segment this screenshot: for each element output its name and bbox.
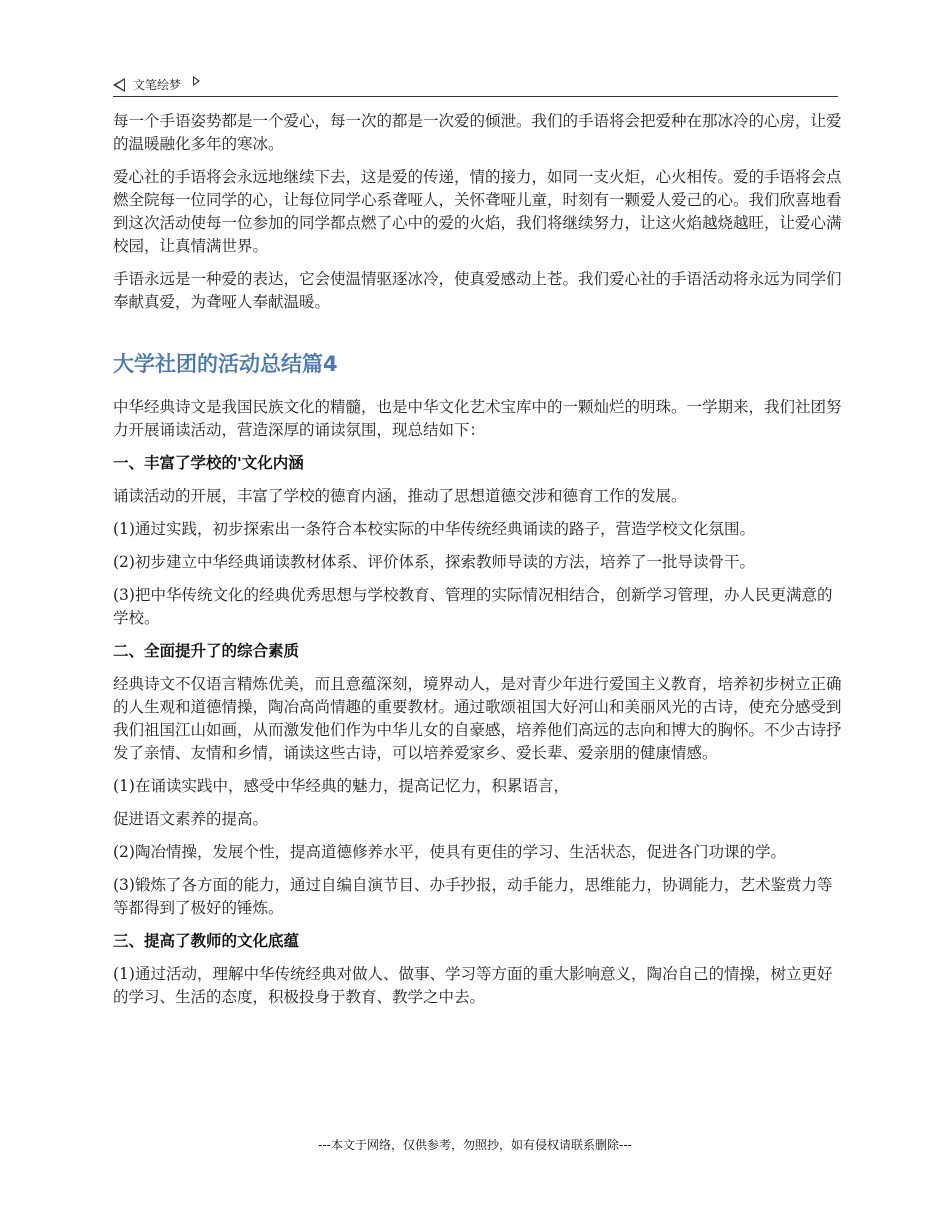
triangle-right-icon xyxy=(193,76,200,86)
paragraph: 手语永远是一种爱的表达，它会使温情驱逐冰冷，使真爱感动上苍。我们爱心社的手语活动将永远为同学们奉献真爱，为聋哑人奉献温暖。 xyxy=(113,270,842,311)
paragraph: (1)通过活动，理解中华传统经典对做人、做事、学习等方面的重大影响意义，陶冶自己的情操，树立更好的学习、生活的态度，积极投身于教育、教学之中去。 xyxy=(113,965,833,1006)
section-title: 大学社团的活动总结篇4 xyxy=(113,352,338,376)
paragraph: (3)把中华传统文化的经典优秀思想与学校教育、管理的实际情况相结合，创新学习管理，办人民更满意的学校。 xyxy=(113,586,833,627)
subheading: 一、丰富了学校的'文化内涵 xyxy=(113,454,304,472)
page-header xyxy=(113,72,838,97)
intro-paragraph: 中华经典诗文是我国民族文化的精髓，也是中华文化艺术宝库中的一颗灿烂的明珠。一学期来，我们社团努力开展诵读活动，营造深厚的诵读氛围，现总结如下： xyxy=(113,398,842,439)
paragraph: (2)陶冶情操，发展个性，提高道德修养水平，使具有更佳的学习、生活状态，促进各门功课的学。 xyxy=(113,843,786,861)
paragraph: (1)在诵读实践中，感受中华经典的魅力，提高记忆力，积累语言， xyxy=(113,777,569,795)
subheading: 二、全面提升了的综合素质 xyxy=(113,642,300,660)
subheading: 三、提高了教师的文化底蕴 xyxy=(113,932,300,950)
paragraph: (2)初步建立中华经典诵读教材体系、评价体系，探索教师导读的方法，培养了一批导读骨干。 xyxy=(113,553,755,571)
paragraph: 促进语文素养的提高。 xyxy=(113,810,269,828)
paragraph: (3)锻炼了各方面的能力，通过自编自演节目、办手抄报，动手能力，思维能力，协调能力，艺术鉴赏力等等都得到了极好的锤炼。 xyxy=(113,876,833,917)
paragraph: 经典诗文不仅语言精炼优美，而且意蕴深刻，境界动人，是对青少年进行爱国主义教育，培养初步树立正确的人生观和道德情操，陶冶高尚情趣的重要教材。通过歌颂祖国大好河山和美丽风光的古诗，使充分感受到我们祖国江山如画，从而激发他们作为中华儿女的自豪感，培养他们高远的志向和博大的胸怀。不少古诗抒发了亲情、友情和乡情，诵读这些古诗，可以培养爱家乡、爱长辈、爱亲朋的健康情感。 xyxy=(113,675,842,762)
brand-label: 文笔绘梦 xyxy=(133,78,182,92)
paragraph: 爱心社的手语将会永远地继续下去，这是爱的传递，情的接力，如同一支火炬，心火相传。爱的手语将会点燃全院每一位同学的心，让每位同学心系聋哑人，关怀聋哑儿童，时刻有一颗爱人爱己的心。我们欣喜地看到这次活动使每一位参加的同学都点燃了心中的爱的火焰，我们将继续努力，让这火焰越烧越旺，让爱心满校园，让真情满世界。 xyxy=(113,168,842,255)
paragraph: 每一个手语姿势都是一个爱心，每一次的都是一次爱的倾泄。我们的手语将会把爱种在那冰冷的心房，让爱的温暖融化多年的寒冰。 xyxy=(113,112,842,153)
paragraph: (1)通过实践，初步探索出一条符合本校实际的中华传统经典诵读的路子，营造学校文化氛围。 xyxy=(113,520,755,538)
page-footer: ---本文于网络，仅供参考，勿照抄，如有侵权请联系删除--- xyxy=(318,1138,632,1152)
paragraph: 诵读活动的开展，丰富了学校的德育内涵，推动了思想道德交涉和德育工作的发展。 xyxy=(113,487,687,505)
document-body xyxy=(113,110,843,1019)
triangle-left-icon xyxy=(113,78,125,92)
header-brand xyxy=(113,76,200,93)
